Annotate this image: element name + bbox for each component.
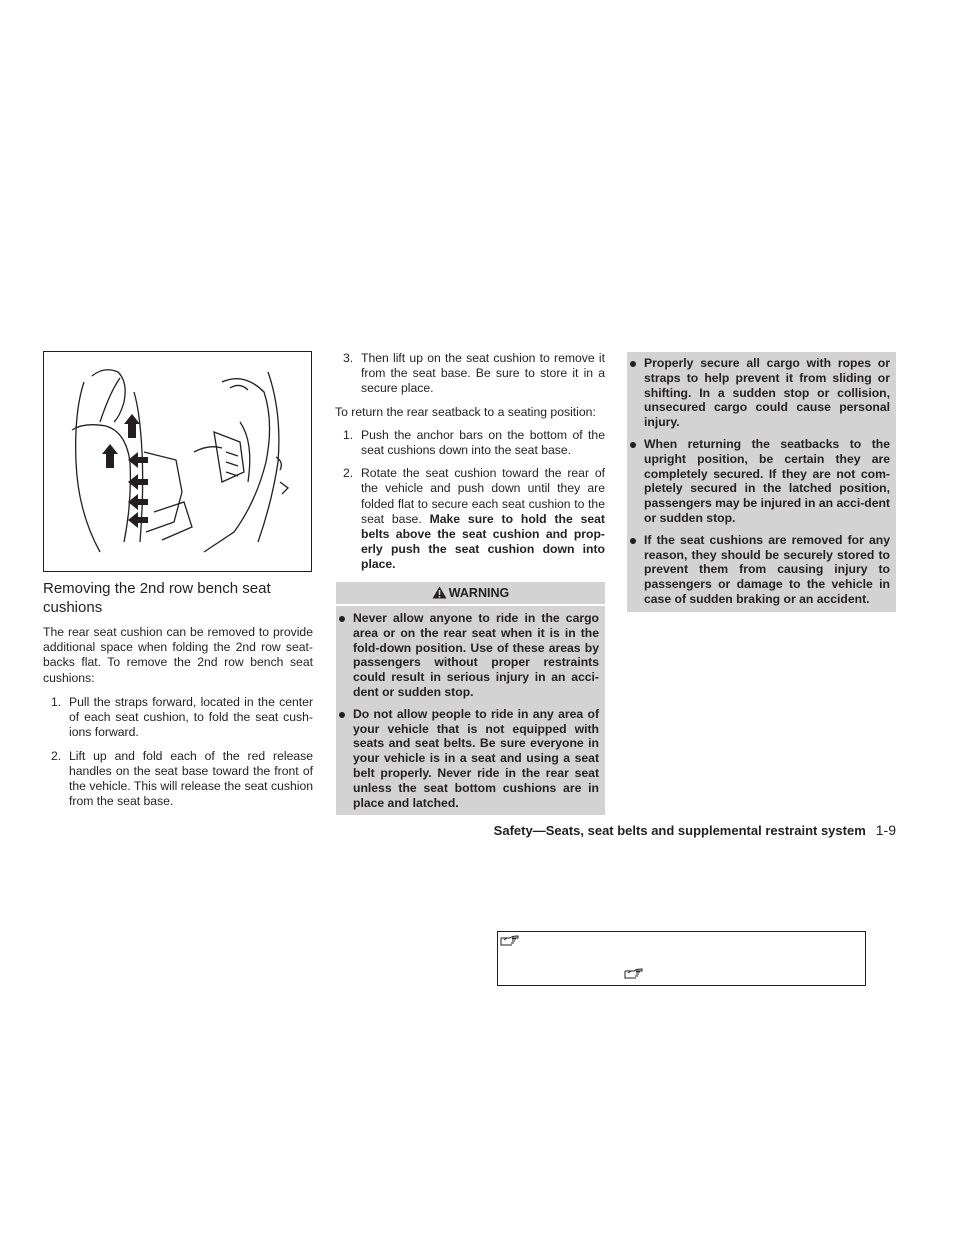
pointing-hand-icon bbox=[624, 967, 644, 981]
seat-cushion-removal-illustration bbox=[44, 352, 311, 571]
pointing-hand-icon bbox=[500, 934, 520, 948]
warning-text: Never allow anyone to ride in the cargo area or on the rear seat when it is in the fold-down position. Use of these areas by passengers without proper restraints could result in serious injury in an acci-dent or sudden stop. bbox=[353, 611, 599, 699]
list-item bbox=[336, 611, 602, 700]
step-text: Then lift up on the seat cushion to remove it from the seat base. Be sure to store it in a secure place. bbox=[361, 351, 605, 396]
list-item bbox=[43, 695, 313, 741]
page-footer bbox=[494, 822, 896, 839]
warning-content bbox=[336, 606, 605, 815]
removal-steps-list bbox=[43, 695, 313, 817]
step-text: Lift up and fold each of the red release handles on the seat base toward the front of the vehicle. This will release the seat cushion from the seat base. bbox=[69, 748, 313, 809]
list-item bbox=[627, 533, 893, 607]
list-item bbox=[335, 351, 605, 397]
step-text: Rotate the seat cushion toward the rear of the vehicle and push down until they are folded flat to secure each seat cushion to the seat base. bbox=[361, 466, 605, 526]
step-number: 3. bbox=[343, 351, 354, 365]
list-item bbox=[627, 356, 893, 430]
warning-text: Properly secure all cargo with ropes or straps to help prevent it from sliding or shifting. In a sudden stop or collision, unsecured cargo could cause personal injury. bbox=[644, 356, 890, 430]
warning-label: WARNING bbox=[448, 586, 510, 600]
step-text: Pull the straps forward, located in the center of each seat cushion, to fold the seat cush-ions forward. bbox=[69, 695, 313, 740]
list-item bbox=[627, 437, 893, 526]
step-number: 2. bbox=[343, 466, 354, 481]
step-number: 1. bbox=[51, 695, 62, 709]
warning-triangle-icon bbox=[432, 586, 447, 599]
list-item bbox=[335, 428, 605, 458]
step-text: Push the anchor bars on the bottom of the seat cushions down into the seat base. bbox=[361, 427, 605, 458]
list-item bbox=[336, 707, 602, 811]
footer-section-title: Safety—Seats, seat belts and supplemental restraint system bbox=[493, 823, 866, 838]
step-number: 2. bbox=[51, 748, 62, 763]
warning-text: If the seat cushions are removed for any reason, they should be securely stored to prevent them from causing injury to passengers or damage to the vehicle in case of sudden braking or an accident. bbox=[644, 532, 890, 606]
middle-text-block bbox=[335, 351, 605, 581]
reference-box bbox=[497, 931, 866, 986]
list-item bbox=[335, 466, 605, 572]
section-subheading: Removing the 2nd row bench seat cushions bbox=[43, 580, 271, 616]
list-item bbox=[43, 749, 313, 810]
bullet-icon bbox=[630, 442, 636, 448]
step-number: 1. bbox=[343, 427, 354, 442]
warning-text: When returning the seatbacks to the upright position, be certain they are completely secured. If they are not com-pletely secured in the latched position, passengers may be injured in an acci-dent or sudden stop. bbox=[644, 436, 890, 525]
continued-warning-box bbox=[627, 352, 896, 612]
bullet-icon bbox=[339, 616, 345, 622]
return-intro: To return the rear seatback to a seating position: bbox=[335, 404, 596, 419]
bullet-icon bbox=[339, 712, 345, 718]
seat-illustration-figure bbox=[43, 351, 312, 572]
intro-paragraph: The rear seat cushion can be removed to provide additional space when folding the 2nd row seat-backs flat. To remove the 2nd row bench seat cushions: bbox=[43, 625, 313, 685]
page-number: 1-9 bbox=[875, 822, 896, 838]
bullet-icon bbox=[630, 361, 636, 367]
warning-text: Do not allow people to ride in any area of your vehicle that is not equipped with seats and seat belts. Be sure everyone in your vehicle is in a seat and using a seat belt properly. Never ride in the rear seat unless the seat bottom cushions are in place and latched. bbox=[353, 706, 599, 810]
bullet-icon bbox=[630, 538, 636, 544]
warning-box bbox=[336, 582, 605, 815]
warning-header bbox=[336, 582, 605, 604]
step-emphasis: Make sure to hold the seat belts above the seat cushion and prop-erly push the seat cushion down into place. bbox=[361, 511, 605, 572]
